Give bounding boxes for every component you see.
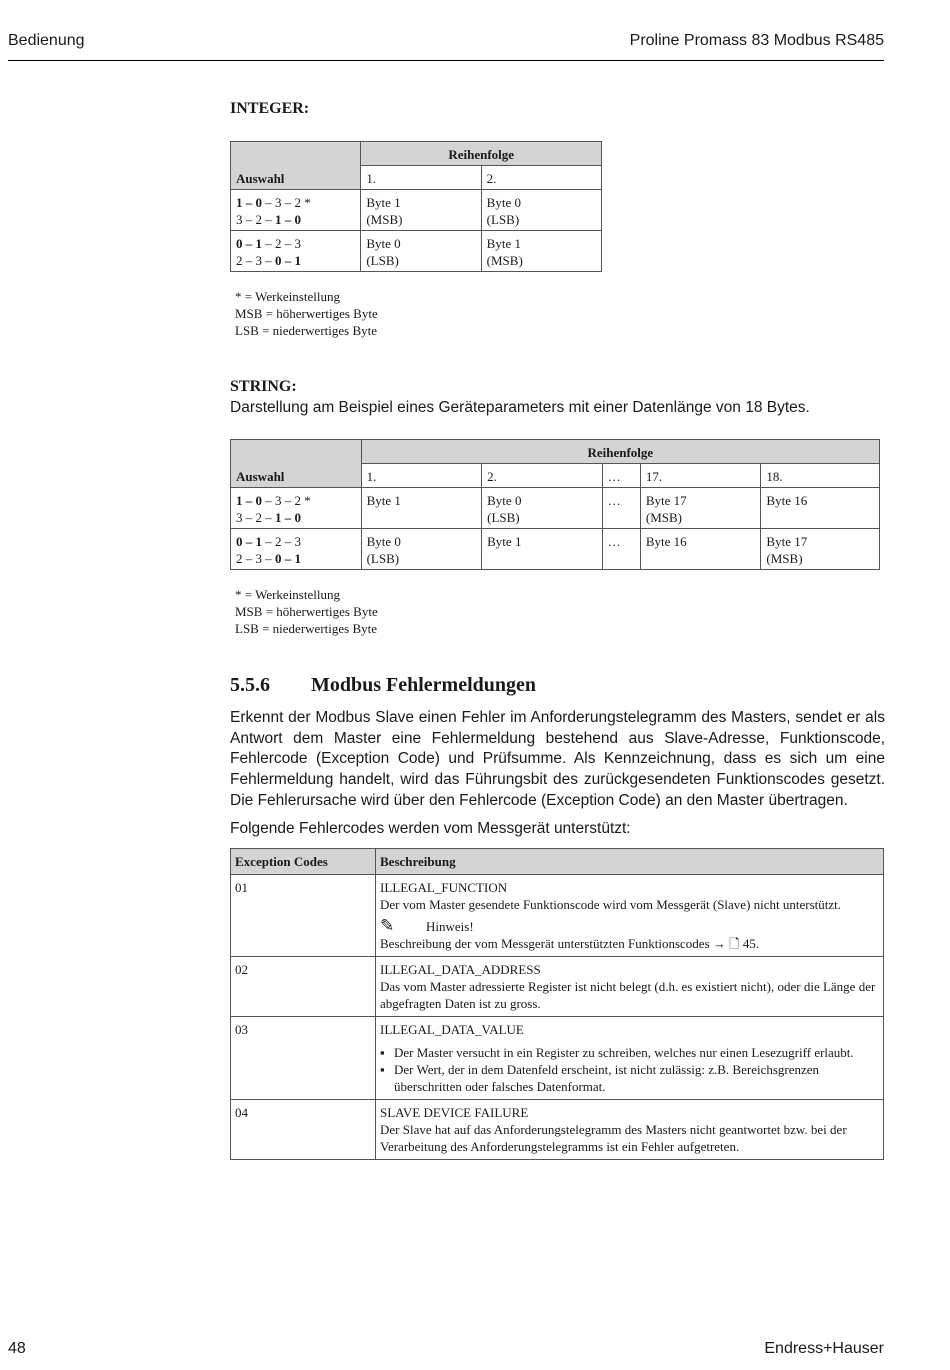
integer-notes: * = Werkeinstellung MSB = höherwertiges Byte LSB = niederwertiges Byte — [235, 289, 378, 338]
string-col: 1. — [361, 464, 482, 488]
page-header — [8, 32, 884, 61]
bullet-icon: ▪ — [380, 1045, 385, 1060]
footer-brand: Endress+Hauser — [764, 1340, 884, 1357]
integer-table — [230, 141, 602, 272]
string-auswahl-header: Auswahl — [231, 464, 362, 488]
description-header: Beschreibung — [376, 849, 884, 875]
header-chapter: Bedienung — [8, 32, 85, 49]
exception-codes-header: Exception Codes — [231, 849, 376, 875]
string-reihenfolge-header: Reihenfolge — [361, 440, 879, 464]
page-ref-icon: 🗋 — [729, 936, 743, 951]
string-cell: Byte 0 (LSB) — [482, 488, 603, 529]
table-row — [231, 190, 602, 231]
section-title — [230, 674, 536, 697]
table-row — [231, 957, 884, 1017]
integer-col-2: 2. — [481, 166, 601, 190]
exception-code: 02 — [231, 957, 376, 1017]
string-cell: … — [602, 488, 640, 529]
section-number: 5.5.6 — [230, 674, 270, 696]
string-col: 18. — [761, 464, 880, 488]
integer-col-1: 1. — [361, 166, 481, 190]
section-title-text: Modbus Fehlermeldungen — [311, 674, 537, 696]
string-selection-cell: 0 – 1 – 2 – 3 2 – 3 – 0 – 1 — [231, 529, 362, 570]
string-cell: Byte 0 (LSB) — [361, 529, 482, 570]
string-cell: Byte 17 (MSB) — [761, 529, 880, 570]
page-footer — [8, 1340, 884, 1358]
integer-auswahl-top — [231, 142, 361, 166]
exception-description: ILLEGAL_FUNCTION Der vom Master gesendete Funktionscode wird vom Messgerät (Slave) nicht unterstützt. ✎ Hinweis! Beschreibung der vom Messgerät unterstützten Funktionscodes → 🗋 45. — [376, 875, 884, 957]
exception-code: 01 — [231, 875, 376, 957]
string-table — [230, 439, 880, 570]
integer-cell: Byte 1 (MSB) — [481, 231, 601, 272]
string-heading: STRING: — [230, 378, 297, 395]
integer-heading: INTEGER: — [230, 100, 310, 117]
integer-auswahl-header: Auswahl — [231, 166, 361, 190]
exception-codes-table — [230, 848, 884, 1160]
table-row — [231, 488, 880, 529]
string-cell: Byte 16 — [761, 488, 880, 529]
integer-cell: Byte 0 (LSB) — [481, 190, 601, 231]
exception-description: ILLEGAL_DATA_ADDRESS Das vom Master adressierte Register ist nicht belegt (d.h. es existiert nicht), oder die Länge der abgefragten Daten ist zu gross. — [376, 957, 884, 1017]
table-row — [231, 875, 884, 957]
exception-code: 04 — [231, 1100, 376, 1160]
page-number: 48 — [8, 1340, 26, 1357]
table-row — [231, 529, 880, 570]
exception-code: 03 — [231, 1017, 376, 1100]
pencil-note-icon: ✎ — [380, 916, 395, 935]
section-paragraph-2: Folgende Fehlercodes werden vom Messgerät unterstützt: — [230, 820, 631, 837]
exception-description: ILLEGAL_DATA_VALUE ▪ Der Master versucht in ein Register zu schreiben, welches nur einen Lesezugriff erlaubt. ▪ Der Wert, der in dem Datenfeld erscheint, ist nicht zulässig: z.B. Bereichsgrenzen überschritten oder falsches Datenformat. — [376, 1017, 884, 1100]
section-paragraph: Erkennt der Modbus Slave einen Fehler im Anforderungstelegramm des Masters, sendet er als Antwort dem Master eine Fehlermeldung bestehend aus Slave-Adresse, Funktionscode, Fehlercode (Exception Code) und Prüfsumme. Als Kennzeichnung, dass es sich um eine Fehlermeldung handelt, wird das Führungsbit des zurückgesendeten Funktionscodes gesetzt. Die Fehlerursache wird über den Fehlercode (Exception Code) an den Master übertragen. — [230, 709, 885, 809]
table-row — [231, 1100, 884, 1160]
integer-cell: Byte 1 (MSB) — [361, 190, 481, 231]
list-item: ▪ Der Master versucht in ein Register zu schreiben, welches nur einen Lesezugriff erlaubt. — [380, 1045, 854, 1060]
string-intro: Darstellung am Beispiel eines Geräteparameters mit einer Datenlänge von 18 Bytes. — [230, 399, 810, 416]
string-cell: Byte 1 — [482, 529, 603, 570]
string-cell: Byte 16 — [640, 529, 761, 570]
string-selection-cell: 1 – 0 – 3 – 2 * 3 – 2 – 1 – 0 — [231, 488, 362, 529]
string-cell: Byte 17 (MSB) — [640, 488, 761, 529]
table-row — [231, 1017, 884, 1100]
string-auswahl-top — [231, 440, 362, 464]
string-col: 2. — [482, 464, 603, 488]
integer-cell: Byte 0 (LSB) — [361, 231, 481, 272]
exception-description: SLAVE DEVICE FAILURE Der Slave hat auf das Anforderungstelegramm des Masters nicht geantwortet bzw. bei der Verarbeitung des Anforderungstelegramms ist ein Fehler aufgetreten. — [376, 1100, 884, 1160]
list-item: ▪ Der Wert, der in dem Datenfeld erscheint, ist nicht zulässig: z.B. Bereichsgrenzen überschritten oder falsches Datenformat. — [380, 1062, 820, 1094]
header-product: Proline Promass 83 Modbus RS485 — [629, 32, 884, 49]
string-notes: * = Werkeinstellung MSB = höherwertiges Byte LSB = niederwertiges Byte — [235, 587, 378, 636]
string-cell: Byte 1 — [361, 488, 482, 529]
integer-selection-cell: 1 – 0 – 3 – 2 * 3 – 2 – 1 – 0 — [231, 190, 361, 231]
bullet-icon: ▪ — [380, 1062, 385, 1077]
string-col: … — [602, 464, 640, 488]
integer-selection-cell: 0 – 1 – 2 – 3 2 – 3 – 0 – 1 — [231, 231, 361, 272]
integer-reihenfolge-header: Reihenfolge — [361, 142, 602, 166]
string-cell: … — [602, 529, 640, 570]
string-col: 17. — [640, 464, 761, 488]
table-row — [231, 231, 602, 272]
